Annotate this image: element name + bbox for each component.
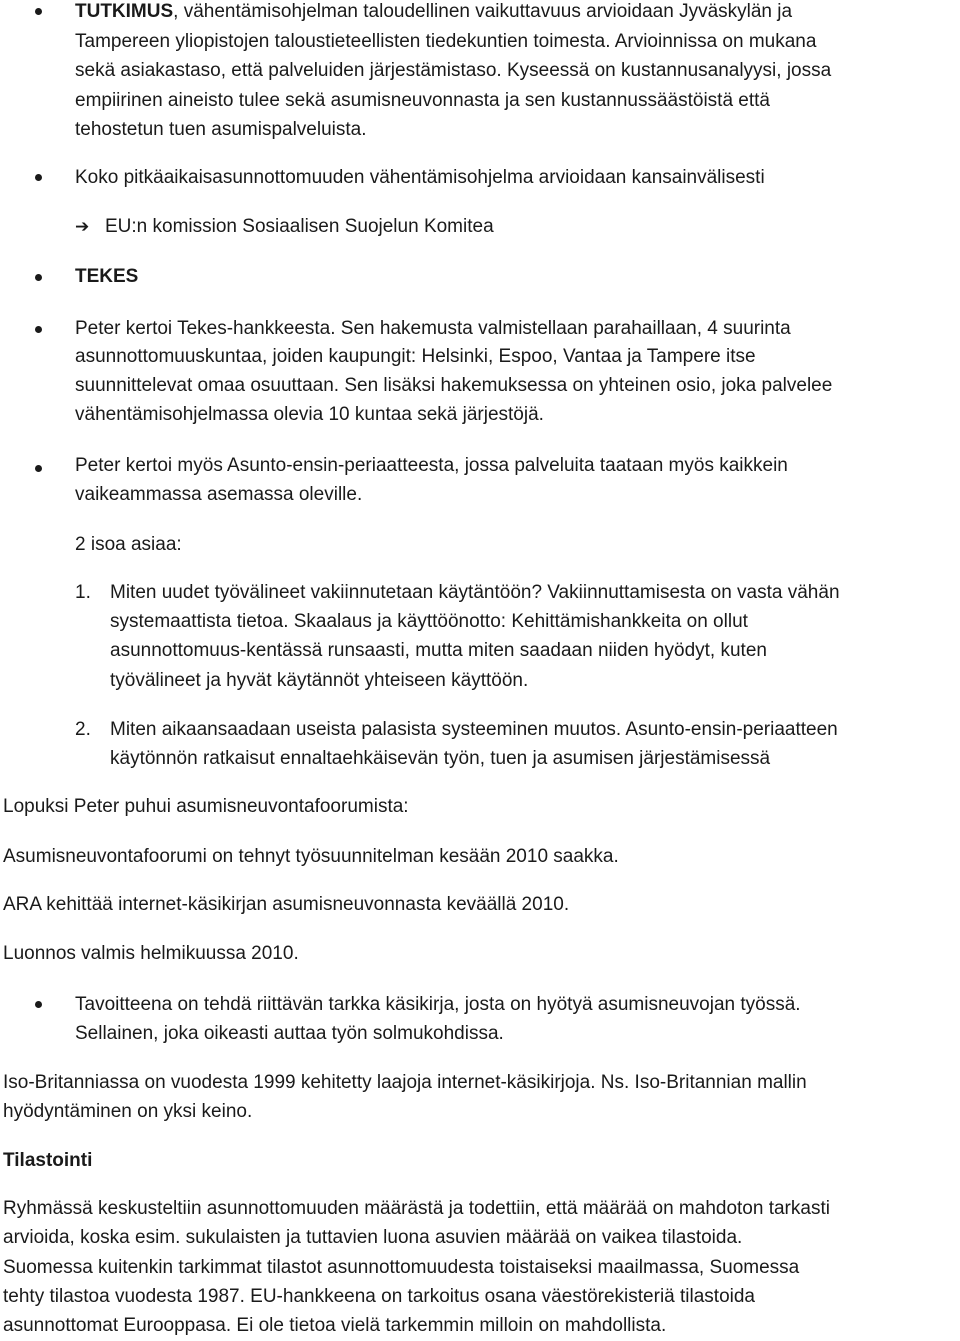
uk-line: Iso-Britanniassa on vuodesta 1999 kehitetty laajoja internet-käsikirjoja. Ns. Iso-Britannian mallin	[3, 1072, 807, 1093]
bullet-icon	[35, 174, 42, 181]
bullet-icon	[35, 1001, 42, 1008]
list-item-line: käytönnön ratkaisut ennaltaehkäisevän työn, tuen ja asumisen järjestämisessä	[110, 748, 771, 769]
peter1-line: asunnottomuuskuntaa, joiden kaupungit: Helsinki, Espoo, Vantaa ja Tampere itse	[75, 346, 756, 367]
peter1-line: suunnittelevat omaa osuuttaan. Sen lisäksi hakemuksessa on yhteinen osio, joka palvelee	[75, 375, 833, 396]
uk-line: hyödyntäminen on yksi keino.	[3, 1101, 253, 1122]
tilastointi-heading: Tilastointi	[3, 1150, 93, 1171]
forum-bullet-line: Tavoitteena on tehdä riittävän tarkka käsikirja, josta on hyötyä asumisneuvojan työssä.	[75, 994, 801, 1015]
tutkimus-heading: TUTKIMUS	[75, 1, 174, 22]
arrow-right-icon: ➔	[75, 217, 90, 237]
forum-paragraph: ARA kehittää internet-käsikirjan asumisneuvonnasta keväällä 2010.	[3, 894, 570, 915]
tutkimus-line	[75, 0, 792, 27]
peter2-line: vaikeammassa asemassa oleville.	[75, 484, 363, 505]
peter2-line: Peter kertoi myös Asunto-ensin-periaatteesta, jossa palveluita taataan myös kaikkein	[75, 455, 788, 476]
tilastointi-line: Suomessa kuitenkin tarkimmat tilastot asunnottomuudesta toistaiseksi maailmassa, Suomessa	[3, 1257, 800, 1278]
subheading: 2 isoa asiaa:	[75, 534, 182, 555]
tutkimus-line: empiirinen aineisto tulee sekä asumisneuvonnasta ja sen kustannussäästöistä että	[75, 90, 770, 111]
tilastointi-line: Ryhmässä keskusteltiin asunnottomuuden määrästä ja todettiin, että määrää on mahdoton tarkasti	[3, 1198, 830, 1219]
tutkimus-line: tehostetun tuen asumispalveluista.	[75, 119, 367, 140]
tutkimus-line: sekä asiakastaso, että palveluiden järjestämistaso. Kyseessä on kustannusanalyysi, jossa	[75, 60, 832, 81]
bullet-icon	[35, 465, 42, 472]
list-item-line: systemaattista tietoa. Skaalaus ja käyttöönotto: Kehittämishankkeita on ollut	[110, 611, 748, 632]
forum-bullet-line: Sellainen, joka oikeasti auttaa työn solmukohdissa.	[75, 1023, 504, 1044]
tekes-heading: TEKES	[75, 266, 139, 287]
koko-text: Koko pitkäaikaisasunnottomuuden vähentämisohjelma arvioidaan kansainvälisesti	[75, 167, 765, 188]
bullet-icon	[35, 274, 42, 281]
tilastointi-line: asunnottomat Eurooppasa. Ei ole tietoa vielä tarkemmin milloin on mahdollista.	[3, 1315, 667, 1336]
bullet-icon	[35, 326, 42, 333]
list-item-line: työvälineet ja hyvät käytännöt yhteiseen käyttöön.	[110, 670, 529, 691]
tilastointi-line: tehty tilastoa vuodesta 1987. EU-hankkeena on tarkoitus osana väestörekisteriä tilastoida	[3, 1286, 756, 1307]
arrow-text: EU:n komission Sosiaalisen Suojelun Komitea	[105, 216, 494, 237]
list-item-line: asunnottomuus-kentässä runsaasti, mutta miten saadaan niiden hyödyt, kuten	[110, 640, 767, 661]
tutkimus-line: Tampereen yliopistojen taloustieteellisten tiedekuntien toimesta. Arvioinnissa on mukana	[75, 31, 817, 52]
forum-paragraph: Asumisneuvontafoorumi on tehnyt työsuunnitelman kesään 2010 saakka.	[3, 846, 619, 867]
bullet-icon	[35, 8, 42, 15]
list-item-line: Miten uudet työvälineet vakiinnutetaan käytäntöön? Vakiinnuttamisesta on vasta vähän	[110, 582, 840, 603]
list-number: 2.	[75, 719, 91, 740]
list-item-line: Miten aikaansaadaan useista palasista systeeminen muutos. Asunto-ensin-periaatteen	[110, 719, 838, 740]
arrow-line	[75, 212, 494, 243]
forum-paragraph: Luonnos valmis helmikuussa 2010.	[3, 943, 299, 964]
tilastointi-line: arvioida, koska esim. sukulaisten ja tuttavien luona asuvien määrää on vaikea tilastoida.	[3, 1227, 743, 1248]
peter1-line: Peter kertoi Tekes-hankkeesta. Sen hakemusta valmistellaan parahaillaan, 4 suurinta	[75, 318, 791, 339]
peter1-line: vähentämisohjelmassa olevia 10 kuntaa sekä järjestöjä.	[75, 404, 544, 425]
tutkimus-text: , vähentämisohjelman taloudellinen vaikuttavuus arvioidaan Jyväskylän ja	[173, 1, 793, 22]
forum-intro: Lopuksi Peter puhui asumisneuvontafoorumista:	[3, 796, 409, 817]
list-number: 1.	[75, 582, 91, 603]
